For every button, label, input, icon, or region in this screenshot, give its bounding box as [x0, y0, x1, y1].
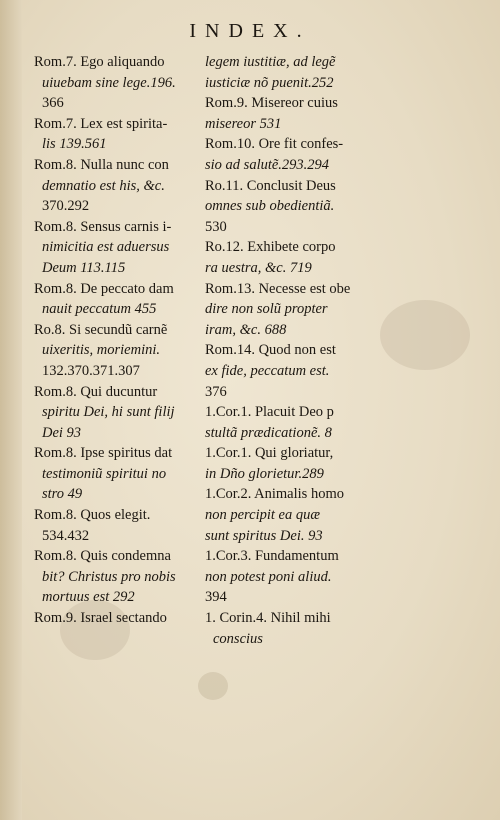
index-entry-line: Rom.9. Israel sectando	[34, 610, 167, 627]
index-entry-line: misereor 531	[205, 115, 282, 132]
index-entry-line: Rom.9. Misereor cuius	[205, 95, 338, 112]
index-entry-line: Rom.10. Ore fit confes-	[205, 136, 344, 153]
index-entry-line: Dei 93	[42, 424, 82, 441]
index-entry-line: conscius	[213, 630, 263, 647]
index-entry-line: 376	[205, 383, 227, 400]
index-entry-line: 1.Cor.1. Placuit Deo p	[205, 404, 334, 421]
index-entry-line: Ro.8. Si secundũ carnẽ	[34, 321, 168, 338]
index-entry-line: testimoniũ spiritui no	[42, 465, 167, 482]
index-entry-line: Rom.13. Necesse est obe	[205, 280, 351, 297]
ink-blot	[198, 672, 228, 700]
index-entry-line: 394	[205, 589, 227, 606]
page-gutter	[0, 0, 22, 820]
index-entry-line: Ro.12. Exhibete corpo	[205, 239, 336, 256]
index-entry-line: ra uestra, &c. 719	[205, 259, 312, 276]
index-entry-line: stro 49	[42, 486, 83, 503]
index-entry-line: Rom.8. De peccato dam	[34, 280, 174, 297]
index-entry-line: iusticiæ nõ puenit.252	[205, 74, 334, 91]
index-entry-line: 1.Cor.3. Fundamentum	[205, 548, 339, 565]
index-entry-line: 132.370.371.307	[42, 362, 140, 379]
index-entry-line: 1. Corin.4. Nihil mihi	[205, 610, 331, 627]
index-column-left	[34, 52, 202, 629]
index-entry-line: 534.432	[42, 527, 90, 544]
index-entry-line: sio ad salutẽ.293.294	[205, 156, 330, 173]
index-entry-line: Rom.8. Quos elegit.	[34, 507, 151, 524]
index-entry-line: ex fide, peccatum est.	[205, 362, 330, 379]
index-entry-line: Rom.7. Ego aliquando	[34, 54, 165, 70]
index-entry-line: Rom.7. Lex est spirita-	[34, 115, 168, 132]
index-entry-line: demnatio est his, &c.	[42, 177, 165, 194]
index-entry-line: iram, &c. 688	[205, 321, 287, 338]
index-entry-line: Deum 113.115	[42, 259, 126, 276]
index-entry-line: uiuebam sine lege.196.	[42, 74, 176, 91]
index-entry-line: Ro.11. Conclusit Deus	[205, 177, 336, 194]
index-entry-line: legem iustitiæ, ad legẽ	[205, 54, 336, 70]
index-column-right	[205, 52, 373, 649]
index-entry-line: omnes sub obedientiã.	[205, 198, 335, 215]
index-entry-line: lis 139.561	[42, 136, 107, 153]
index-entry-line: uixeritis, moriemini.	[42, 342, 161, 359]
index-entry-line: bit? Christus pro nobis	[42, 568, 176, 585]
index-entry-line: in Dño glorietur.289	[205, 465, 324, 482]
index-entry-line: Rom.8. Ipse spiritus dat	[34, 445, 173, 462]
index-entry-line: sunt spiritus Dei. 93	[205, 527, 323, 544]
index-entry-line: Rom.8. Sensus carnis i-	[34, 218, 172, 235]
page-title: INDEX.	[189, 20, 311, 42]
index-entry-line: spiritu Dei, hi sunt filij	[42, 404, 175, 421]
index-entry-line: dire non solũ propter	[205, 301, 328, 318]
index-entry-line: stultã prædicationẽ. 8	[205, 424, 332, 441]
index-entry-line: 370.292	[42, 198, 90, 215]
index-entry-line: mortuus est 292	[42, 589, 135, 606]
index-entry-line: Rom.8. Quis condemna	[34, 548, 171, 565]
paper-stain	[380, 300, 470, 370]
index-entry-line: Rom.8. Nulla nunc con	[34, 156, 169, 173]
index-entry-line: 1.Cor.1. Qui gloriatur,	[205, 445, 334, 462]
index-entry-line: 366	[42, 95, 64, 112]
index-entry-line: 1.Cor.2. Animalis homo	[205, 486, 344, 503]
index-entry-line: non percipit ea quæ	[205, 507, 321, 524]
index-entry-line: non potest poni aliud.	[205, 568, 332, 585]
index-entry-line: Rom.8. Qui ducuntur	[34, 383, 158, 400]
index-entry-line: 530	[205, 218, 227, 235]
index-entry-line: nauit peccatum 455	[42, 301, 157, 318]
index-entry-line: Rom.14. Quod non est	[205, 342, 336, 359]
index-entry-line: nimicitia est aduersus	[42, 239, 170, 256]
